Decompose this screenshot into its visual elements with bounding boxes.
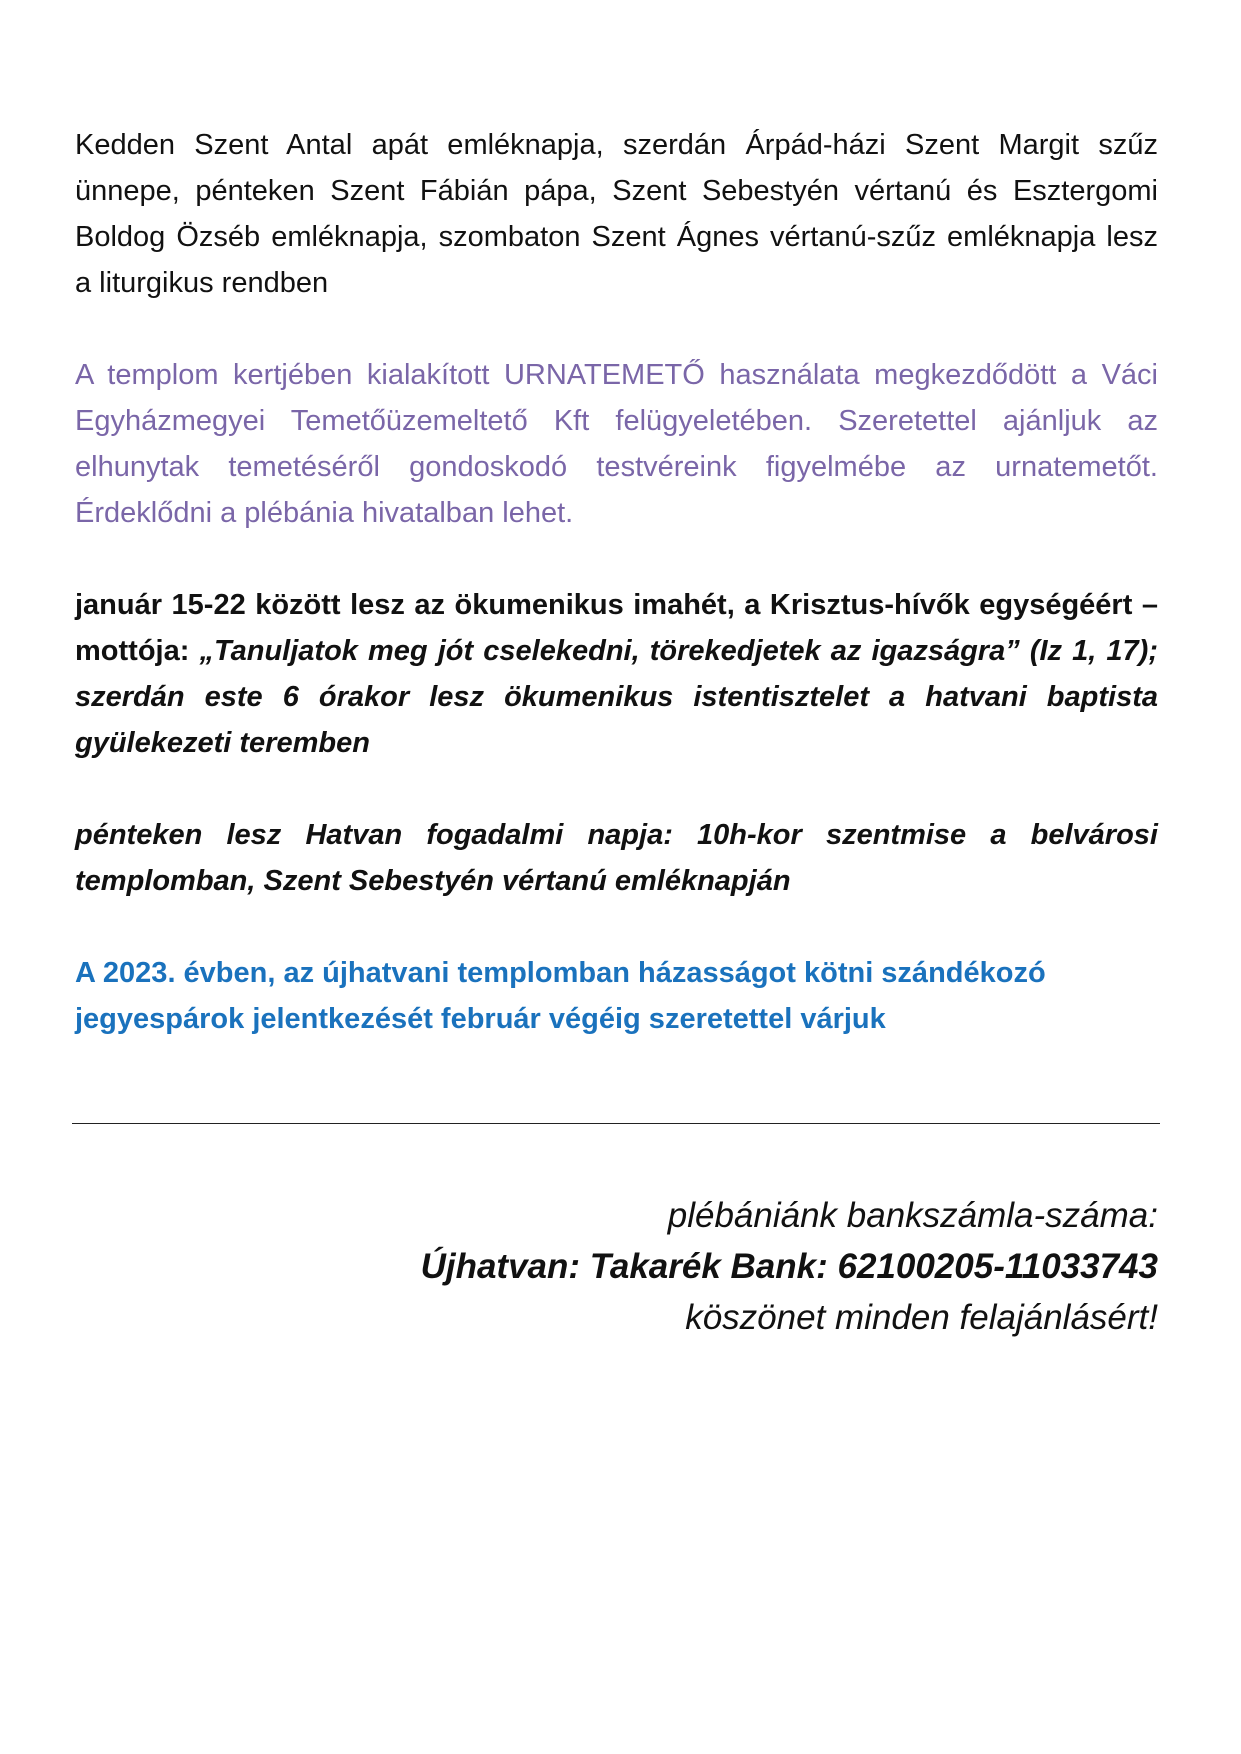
- bank-label: plébániánk bankszámla-száma:: [667, 1196, 1158, 1235]
- liturgy-paragraph: Kedden Szent Antal apát emléknapja, szerdán Árpád-házi Szent Margit szűz ünnepe, pénteken Szent Fábián pápa, Szent Sebestyén vértanú és Esztergomi Boldog Özséb emléknapja, szombaton Szent Ágnes vértanú-szűz emléknapja lesz a liturgikus rendben: [75, 129, 1158, 299]
- bank-thanks: köszönet minden felajánlásért!: [685, 1298, 1158, 1337]
- bank-info: [258, 1190, 1158, 1343]
- urn-cemetery-paragraph: A templom kertjében kialakított URNATEMETŐ használata megkezdődött a Váci Egyházmegyei Temetőüzemeltető Kft felügyeletében. Szeretettel ajánljuk az elhunytak temetéséről gondoskodó testvéreink figyelmébe az urnatemetőt. Érdeklődni a plébánia hivatalban lehet.: [75, 359, 1158, 529]
- announcements: [75, 122, 1158, 1042]
- ecumenical-motto: „Tanuljatok meg jót cselekedni, törekedjetek az igazságra” (Iz 1, 17); szerdán este 6 órakor lesz ökumenikus istentisztelet a hatvani baptista gyülekezeti teremben: [75, 635, 1158, 759]
- divider: [72, 1123, 1160, 1124]
- bank-account: Újhatvan: Takarék Bank: 62100205-11033743: [420, 1247, 1158, 1286]
- ecumenical-paragraph: [75, 582, 1158, 766]
- ecumenical-intro: január 15-22 között lesz az ökumenikus imahét, a Krisztus-hívők egységéért – mottója:: [75, 589, 1158, 667]
- vow-day-paragraph: pénteken lesz Hatvan fogadalmi napja: 10h-kor szentmise a belvárosi templomban, Szent Sebestyén vértanú emléknapján: [75, 819, 1158, 897]
- weddings-paragraph: A 2023. évben, az újhatvani templomban házasságot kötni szándékozó jegyespárok jelentkezését február végéig szeretettel várjuk: [75, 957, 1046, 1035]
